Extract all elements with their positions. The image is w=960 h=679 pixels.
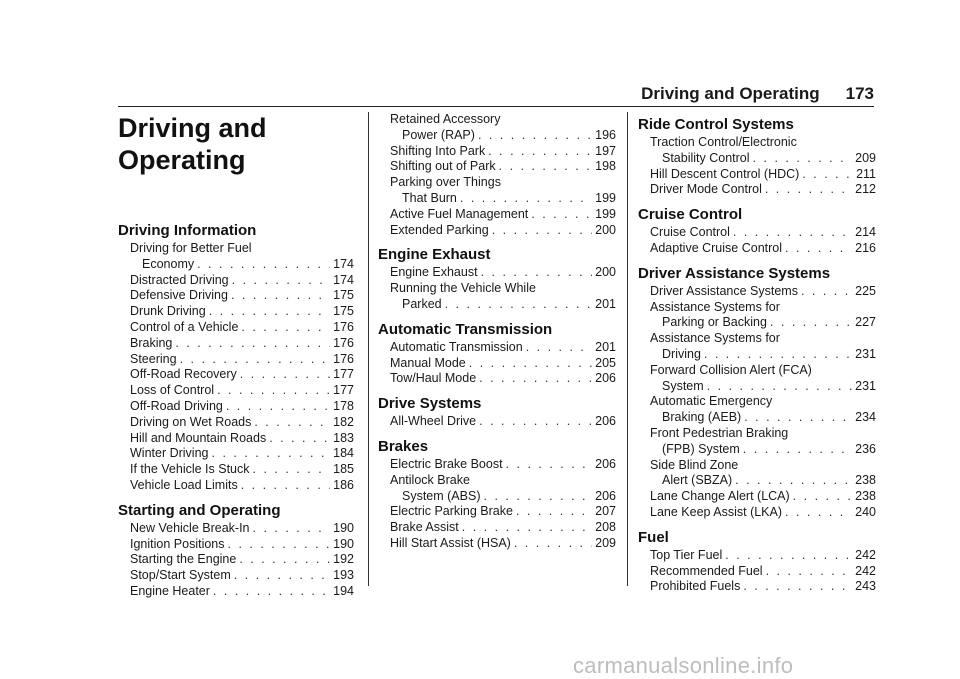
toc-entry[interactable] bbox=[378, 191, 616, 207]
dot-leader bbox=[802, 167, 853, 183]
toc-entry[interactable] bbox=[378, 297, 616, 313]
toc-entry-label: System bbox=[662, 378, 704, 393]
dot-leader bbox=[492, 223, 592, 239]
dot-leader bbox=[462, 520, 592, 536]
toc-entry-label: Control of a Vehicle bbox=[130, 319, 239, 334]
dot-leader bbox=[743, 442, 852, 458]
toc-entry[interactable] bbox=[638, 225, 876, 241]
toc-entry[interactable] bbox=[118, 584, 354, 600]
dot-leader bbox=[516, 504, 592, 520]
toc-entry-label: Off-Road Recovery bbox=[130, 367, 237, 382]
dot-leader bbox=[469, 356, 592, 372]
toc-entry-page: 199 bbox=[595, 206, 616, 221]
toc-entry-label: System (ABS) bbox=[402, 488, 481, 503]
toc-entry-label-line-1[interactable]: Assistance Systems for bbox=[650, 331, 780, 346]
toc-entry-page: 178 bbox=[333, 398, 354, 413]
dot-leader bbox=[253, 521, 331, 537]
toc-entry[interactable] bbox=[378, 457, 616, 473]
toc-entry-label: Alert (SBZA) bbox=[662, 473, 733, 488]
toc-entry[interactable] bbox=[378, 207, 616, 223]
toc-entry-page: 216 bbox=[855, 240, 876, 255]
toc-entry-page: 206 bbox=[595, 371, 616, 386]
toc-entry[interactable] bbox=[638, 241, 876, 257]
toc-section-title: Drive Systems bbox=[378, 395, 482, 413]
running-header-title: Driving and Operating bbox=[641, 84, 820, 103]
toc-entry[interactable] bbox=[378, 128, 616, 144]
toc-entry-page: 198 bbox=[595, 159, 616, 174]
toc-entry[interactable] bbox=[118, 367, 354, 383]
dot-leader bbox=[770, 315, 852, 331]
dot-leader bbox=[488, 144, 592, 160]
dot-leader bbox=[479, 414, 592, 430]
toc-entry[interactable] bbox=[378, 520, 616, 536]
toc-entry-page: 201 bbox=[595, 296, 616, 311]
toc-section bbox=[118, 222, 354, 494]
toc-entry-page: 238 bbox=[855, 489, 876, 504]
toc-entry-label: Loss of Control bbox=[130, 383, 215, 398]
toc-entry-page: 176 bbox=[333, 319, 354, 334]
dot-leader bbox=[197, 257, 330, 273]
toc-section bbox=[118, 502, 354, 600]
column-divider-2 bbox=[627, 112, 628, 586]
toc-entry-page: 177 bbox=[333, 383, 354, 398]
toc-entry[interactable] bbox=[638, 489, 876, 505]
toc-entry-label: Manual Mode bbox=[390, 355, 466, 370]
toc-entry[interactable] bbox=[638, 347, 876, 363]
toc-entry[interactable] bbox=[118, 288, 354, 304]
toc-entry-page: 227 bbox=[855, 315, 876, 330]
toc-entry[interactable] bbox=[638, 379, 876, 395]
toc-entry-page: 242 bbox=[855, 563, 876, 578]
toc-entry-label: Parked bbox=[402, 296, 442, 311]
toc-section-title: Starting and Operating bbox=[118, 501, 281, 519]
toc-entry-page: 238 bbox=[855, 473, 876, 488]
toc-column-1-sections bbox=[118, 222, 354, 600]
toc-entry-label: Lane Keep Assist (LKA) bbox=[650, 504, 783, 519]
toc-entry[interactable] bbox=[378, 356, 616, 372]
toc-entry[interactable] bbox=[118, 462, 354, 478]
toc-section bbox=[638, 265, 876, 521]
toc-entry-page: 207 bbox=[595, 504, 616, 519]
toc-entry[interactable] bbox=[118, 336, 354, 352]
toc-entry-label-line-1[interactable]: Running the Vehicle While bbox=[390, 281, 536, 296]
toc-entry-label: That Burn bbox=[402, 190, 457, 205]
toc-entry-label: Adaptive Cruise Control bbox=[650, 240, 783, 255]
toc-entry-page: 231 bbox=[855, 346, 876, 361]
dot-leader bbox=[479, 371, 592, 387]
dot-leader bbox=[484, 489, 593, 505]
toc-entry[interactable] bbox=[118, 521, 354, 537]
toc-section bbox=[638, 529, 876, 595]
toc-entry[interactable] bbox=[118, 352, 354, 368]
toc-entry-label: Starting the Engine bbox=[130, 552, 237, 567]
dot-leader bbox=[765, 182, 852, 198]
toc-entry[interactable] bbox=[118, 257, 354, 273]
toc-entry-label: Brake Assist bbox=[390, 520, 459, 535]
toc-entry-label: Braking (AEB) bbox=[662, 410, 742, 425]
toc-entry-label: Driving bbox=[662, 346, 701, 361]
toc-entry[interactable] bbox=[638, 564, 876, 580]
chapter-title bbox=[118, 112, 354, 176]
toc-entry-page: 243 bbox=[855, 579, 876, 594]
dot-leader bbox=[801, 284, 852, 300]
toc-entry[interactable] bbox=[638, 182, 876, 198]
chapter-title-line-1: Driving and bbox=[118, 113, 267, 143]
toc-entry-label: Steering bbox=[130, 351, 177, 366]
toc-entry[interactable] bbox=[118, 399, 354, 415]
toc-entry-label: Extended Parking bbox=[390, 222, 489, 237]
toc-entry[interactable] bbox=[378, 371, 616, 387]
toc-entry-label: Ignition Positions bbox=[130, 536, 225, 551]
toc-section-title: Automatic Transmission bbox=[378, 320, 553, 338]
toc-entry-label-line-1[interactable]: Antilock Brake bbox=[390, 472, 470, 487]
watermark-text: carmanualsonline.info bbox=[573, 653, 794, 678]
toc-entry-label: Distracted Driving bbox=[130, 272, 229, 287]
toc-entry[interactable] bbox=[378, 340, 616, 356]
toc-section bbox=[378, 246, 616, 312]
toc-section-title: Cruise Control bbox=[638, 206, 743, 224]
running-header bbox=[0, 84, 874, 104]
dot-leader bbox=[793, 489, 852, 505]
toc-entry-page: 197 bbox=[595, 143, 616, 158]
toc-entry-label: Stop/Start System bbox=[130, 568, 231, 583]
toc-entry-page: 192 bbox=[333, 552, 354, 567]
dot-leader bbox=[725, 548, 852, 564]
dot-leader bbox=[228, 537, 331, 553]
toc-entry-page: 236 bbox=[855, 441, 876, 456]
toc-entry-page: 194 bbox=[333, 583, 354, 598]
toc-entry[interactable] bbox=[118, 415, 354, 431]
toc-entry[interactable] bbox=[378, 504, 616, 520]
dot-leader bbox=[481, 265, 593, 281]
toc-entry-label: Electric Parking Brake bbox=[390, 504, 513, 519]
dot-leader bbox=[234, 568, 330, 584]
toc-entry-page: 185 bbox=[333, 462, 354, 477]
toc-entry-page: 183 bbox=[333, 430, 354, 445]
page-number: 173 bbox=[845, 84, 874, 103]
toc-entry[interactable] bbox=[638, 284, 876, 300]
toc-entry-label: Drunk Driving bbox=[130, 304, 206, 319]
toc-entry[interactable] bbox=[638, 315, 876, 331]
toc-entry-label: Prohibited Fuels bbox=[650, 579, 741, 594]
toc-column-2-sections bbox=[378, 112, 616, 552]
toc-entry[interactable] bbox=[638, 505, 876, 521]
toc-entry-label: Vehicle Load Limits bbox=[130, 477, 238, 492]
dot-leader bbox=[209, 304, 330, 320]
toc-entry-label: Driver Assistance Systems bbox=[650, 283, 798, 298]
toc-column-2 bbox=[378, 112, 616, 560]
dot-leader bbox=[766, 564, 853, 580]
toc-entry-label: Automatic Transmission bbox=[390, 339, 523, 354]
toc-entry-label: Hill Descent Control (HDC) bbox=[650, 166, 800, 181]
toc-entry-label: Economy bbox=[142, 256, 195, 271]
toc-entry-page: 174 bbox=[333, 272, 354, 287]
toc-column-1 bbox=[118, 112, 354, 608]
toc-entry-label: Hill and Mountain Roads bbox=[130, 430, 267, 445]
toc-entry-label: Electric Brake Boost bbox=[390, 456, 503, 471]
toc-entry-label-line-1[interactable]: Front Pedestrian Braking bbox=[650, 425, 789, 440]
toc-section bbox=[638, 206, 876, 257]
toc-entry-page: 176 bbox=[333, 351, 354, 366]
toc-section-title: Driving Information bbox=[118, 222, 257, 239]
toc-entry-label: Shifting Into Park bbox=[390, 143, 486, 158]
dot-leader bbox=[241, 478, 330, 494]
toc-entry-page: 200 bbox=[595, 222, 616, 237]
toc-entry-label-line-1[interactable]: Traction Control/Electronic bbox=[650, 135, 797, 149]
toc-entry-label: Lane Change Alert (LCA) bbox=[650, 489, 790, 504]
dot-leader bbox=[226, 399, 330, 415]
toc-entry[interactable] bbox=[118, 446, 354, 462]
dot-leader bbox=[231, 288, 330, 304]
toc-entry-label: Power (RAP) bbox=[402, 127, 475, 142]
toc-entry[interactable] bbox=[638, 579, 876, 595]
toc-section-title: Driver Assistance Systems bbox=[638, 264, 831, 282]
toc-entry-label: Cruise Control bbox=[650, 225, 730, 240]
toc-entry[interactable] bbox=[378, 159, 616, 175]
toc-entry-page: 206 bbox=[595, 414, 616, 429]
toc-entry-label-line-1[interactable]: Parking over Things bbox=[390, 175, 501, 190]
toc-entry[interactable] bbox=[118, 304, 354, 320]
toc-entry-label-line-1[interactable]: Assistance Systems for bbox=[650, 299, 780, 314]
dot-leader bbox=[753, 151, 853, 167]
toc-entry-label: Active Fuel Management bbox=[390, 206, 529, 221]
toc-column-3 bbox=[638, 112, 876, 603]
header-rule bbox=[118, 106, 874, 107]
toc-entry-label-line-1[interactable]: Driving for Better Fuel bbox=[130, 241, 252, 255]
toc-entry-label: Off-Road Driving bbox=[130, 398, 223, 413]
toc-entry-page: 234 bbox=[855, 410, 876, 425]
dot-leader bbox=[232, 273, 331, 289]
toc-entry[interactable] bbox=[378, 144, 616, 160]
dot-leader bbox=[478, 128, 592, 144]
toc-entry-label: Tow/Haul Mode bbox=[390, 371, 477, 386]
toc-entry[interactable] bbox=[378, 223, 616, 239]
toc-entry-page: 208 bbox=[595, 520, 616, 535]
toc-entry-label: Driving on Wet Roads bbox=[130, 414, 252, 429]
toc-entry-page: 193 bbox=[333, 568, 354, 583]
toc-entry-page: 240 bbox=[855, 504, 876, 519]
toc-entry-page: 199 bbox=[595, 190, 616, 205]
toc-entry-label: Braking bbox=[130, 335, 173, 350]
toc-entry-page: 209 bbox=[595, 535, 616, 550]
toc-entry-page: 176 bbox=[333, 335, 354, 350]
toc-section-title: Ride Control Systems bbox=[638, 116, 794, 133]
toc-entry-page: 200 bbox=[595, 265, 616, 280]
toc-entry[interactable] bbox=[638, 151, 876, 167]
toc-entry[interactable] bbox=[118, 552, 354, 568]
dot-leader bbox=[460, 191, 592, 207]
toc-entry-label: Stability Control bbox=[662, 150, 750, 165]
toc-entry-page: 190 bbox=[333, 536, 354, 551]
toc-entry-page: 231 bbox=[855, 378, 876, 393]
toc-section bbox=[378, 395, 616, 430]
toc-entry[interactable] bbox=[638, 442, 876, 458]
toc-entry-page: 175 bbox=[333, 288, 354, 303]
toc-section bbox=[378, 112, 616, 238]
toc-entry-page: 214 bbox=[855, 225, 876, 240]
toc-entry[interactable] bbox=[638, 410, 876, 426]
dot-leader bbox=[239, 552, 330, 568]
dot-leader bbox=[707, 379, 852, 395]
toc-entry-label: Recommended Fuel bbox=[650, 563, 763, 578]
toc-entry-label: Hill Start Assist (HSA) bbox=[390, 535, 511, 550]
toc-entry-label: Engine Exhaust bbox=[390, 265, 478, 280]
toc-entry-page: 201 bbox=[595, 339, 616, 354]
toc-entry-label: Driver Mode Control bbox=[650, 182, 762, 197]
toc-entry[interactable] bbox=[118, 568, 354, 584]
toc-entry-label: All-Wheel Drive bbox=[390, 414, 477, 429]
toc-entry-page: 206 bbox=[595, 488, 616, 503]
dot-leader bbox=[704, 347, 852, 363]
toc-entry[interactable] bbox=[118, 431, 354, 447]
toc-section bbox=[378, 438, 616, 552]
dot-leader bbox=[180, 352, 331, 368]
dot-leader bbox=[212, 446, 331, 462]
dot-leader bbox=[240, 367, 330, 383]
toc-entry-label: Parking or Backing bbox=[662, 315, 767, 330]
toc-section bbox=[638, 116, 876, 198]
dot-leader bbox=[531, 207, 592, 223]
dot-leader bbox=[526, 340, 592, 356]
dot-leader bbox=[785, 505, 852, 521]
toc-entry[interactable] bbox=[378, 414, 616, 430]
toc-entry-page: 184 bbox=[333, 446, 354, 461]
dot-leader bbox=[733, 225, 852, 241]
dot-leader bbox=[217, 383, 330, 399]
dot-leader bbox=[506, 457, 593, 473]
toc-section-title: Fuel bbox=[638, 528, 669, 546]
toc-entry-label-line-1[interactable]: Side Blind Zone bbox=[650, 457, 739, 472]
toc-entry-page: 174 bbox=[333, 256, 354, 271]
dot-leader bbox=[241, 320, 330, 336]
toc-entry-page: 206 bbox=[595, 456, 616, 471]
toc-entry[interactable] bbox=[118, 273, 354, 289]
toc-entry-label: New Vehicle Break-In bbox=[130, 520, 250, 535]
toc-entry-page: 209 bbox=[855, 150, 876, 165]
toc-entry-page: 242 bbox=[855, 547, 876, 562]
dot-leader bbox=[254, 415, 330, 431]
toc-entry-label-line-1[interactable]: Automatic Emergency bbox=[650, 394, 773, 409]
toc-entry[interactable] bbox=[378, 489, 616, 505]
toc-entry-label: Top Tier Fuel bbox=[650, 547, 723, 562]
toc-entry[interactable] bbox=[118, 478, 354, 494]
toc-entry-page: 190 bbox=[333, 520, 354, 535]
toc-entry-page: 182 bbox=[333, 414, 354, 429]
dot-leader bbox=[445, 297, 593, 313]
dot-leader bbox=[785, 241, 852, 257]
dot-leader bbox=[499, 159, 593, 175]
toc-entry[interactable] bbox=[118, 320, 354, 336]
toc-entry-label: Shifting out of Park bbox=[390, 159, 496, 174]
toc-entry[interactable] bbox=[118, 383, 354, 399]
toc-entry-label: (FPB) System bbox=[662, 441, 740, 456]
toc-entry-page: 175 bbox=[333, 304, 354, 319]
dot-leader bbox=[175, 336, 330, 352]
toc-entry-page: 186 bbox=[333, 477, 354, 492]
toc-entry[interactable] bbox=[638, 473, 876, 489]
dot-leader bbox=[269, 431, 330, 447]
column-divider-1 bbox=[368, 112, 369, 586]
toc-entry-page: 225 bbox=[855, 283, 876, 298]
toc-section bbox=[378, 321, 616, 387]
toc-entry-page: 177 bbox=[333, 367, 354, 382]
chapter-title-line-2: Operating bbox=[118, 145, 246, 175]
toc-section-title: Brakes bbox=[378, 437, 429, 455]
toc-entry-label: Engine Heater bbox=[130, 583, 210, 598]
toc-entry[interactable] bbox=[378, 536, 616, 552]
toc-entry-label: If the Vehicle Is Stuck bbox=[130, 462, 250, 477]
toc-section-title: Engine Exhaust bbox=[378, 246, 491, 264]
toc-entry[interactable] bbox=[638, 167, 876, 183]
toc-entry[interactable] bbox=[378, 265, 616, 281]
toc-entry[interactable] bbox=[118, 537, 354, 553]
toc-entry-page: 205 bbox=[595, 355, 616, 370]
toc-entry-label: Winter Driving bbox=[130, 446, 209, 461]
toc-entry-label-line-1[interactable]: Retained Accessory bbox=[390, 112, 501, 126]
toc-entry[interactable] bbox=[638, 548, 876, 564]
toc-column-3-sections bbox=[638, 116, 876, 595]
toc-entry-page: 211 bbox=[856, 166, 876, 181]
dot-leader bbox=[213, 584, 330, 600]
toc-entry-page: 196 bbox=[595, 127, 616, 142]
toc-entry-label-line-1[interactable]: Forward Collision Alert (FCA) bbox=[650, 362, 812, 377]
toc-entry-page: 212 bbox=[855, 182, 876, 197]
dot-leader bbox=[744, 410, 852, 426]
dot-leader bbox=[253, 462, 331, 478]
dot-leader bbox=[743, 579, 852, 595]
toc-entry-label: Defensive Driving bbox=[130, 288, 228, 303]
dot-leader bbox=[514, 536, 592, 552]
dot-leader bbox=[735, 473, 852, 489]
